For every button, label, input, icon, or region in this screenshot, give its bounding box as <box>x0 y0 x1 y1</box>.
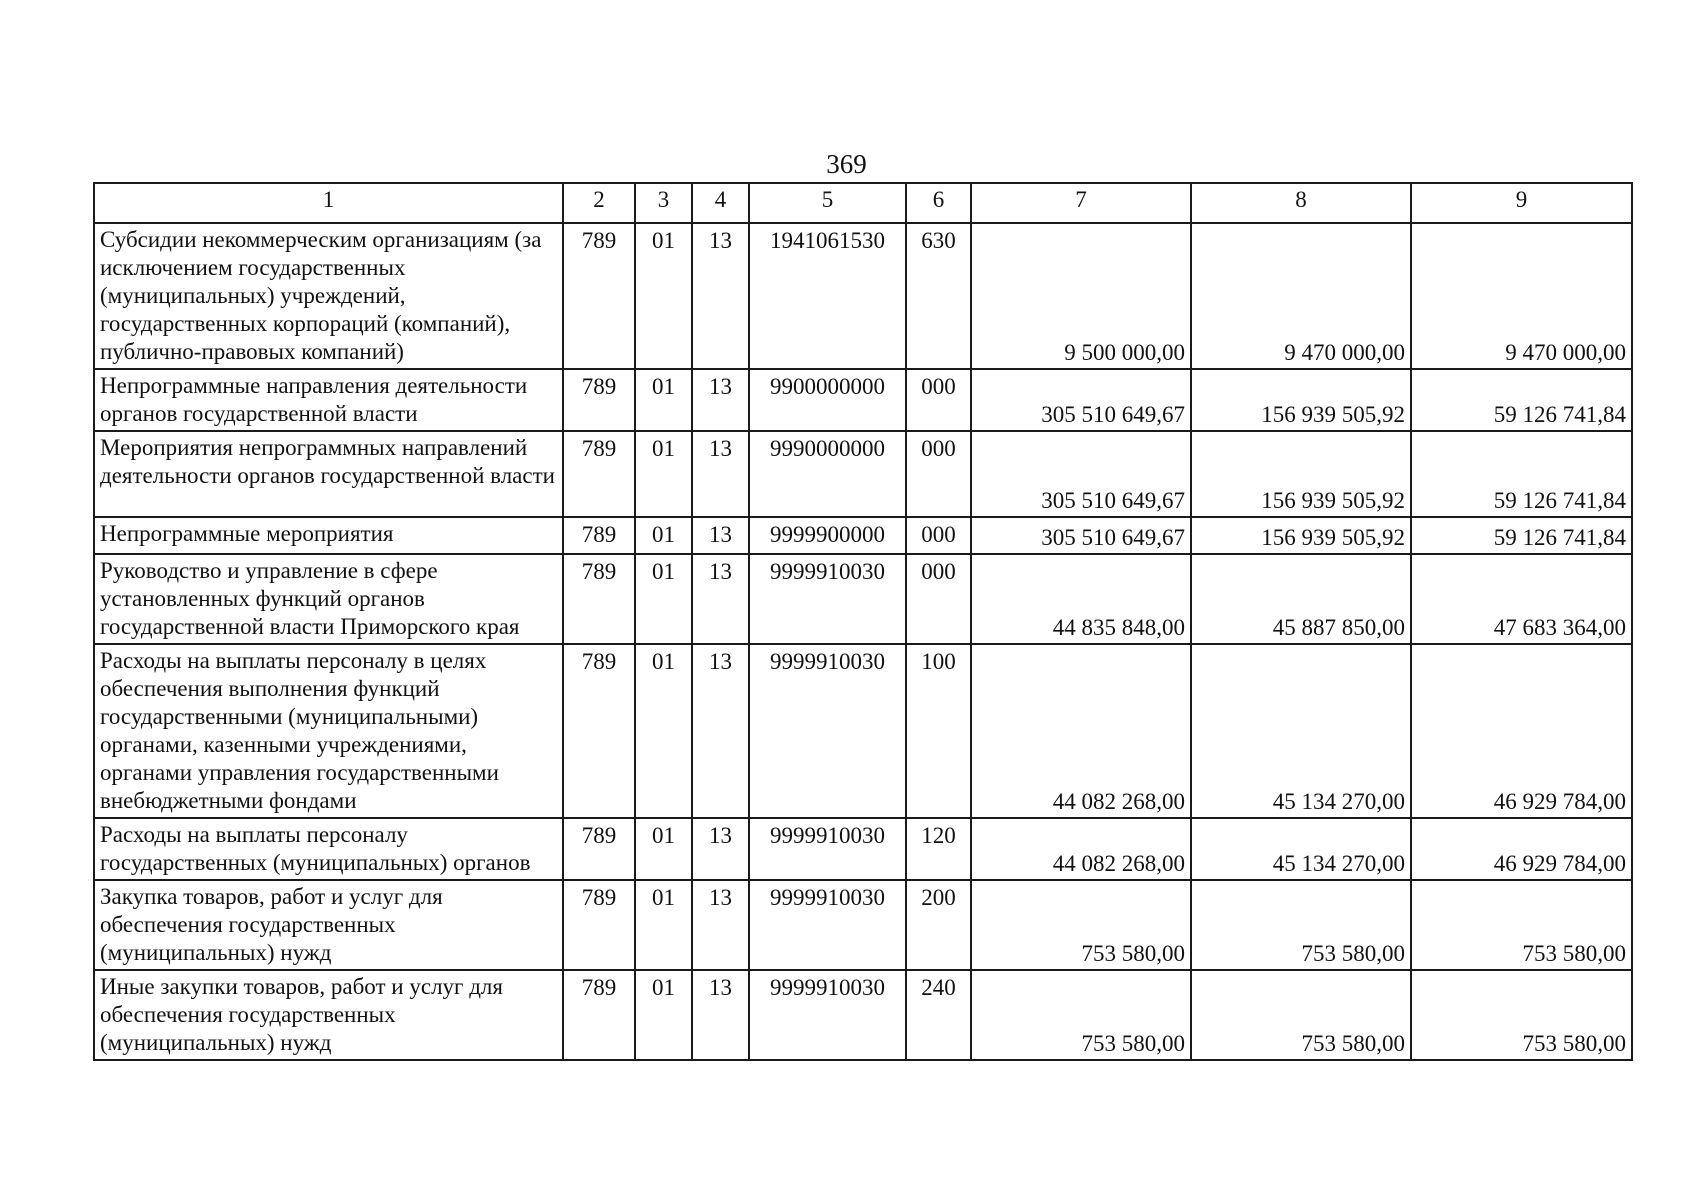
table-body <box>94 223 1632 1060</box>
row-amount-col9: 46 929 784,00 <box>1411 818 1632 880</box>
row-description: Субсидии некоммерческим организациям (за исключением государственных (муниципальных) учреждений, государственных корпораций (компаний), публично-правовых компаний) <box>94 223 563 369</box>
row-code-col2: 789 <box>563 369 635 431</box>
row-code-col4: 13 <box>692 431 749 517</box>
table-row <box>94 223 1632 369</box>
row-amount-col7: 44 835 848,00 <box>971 554 1191 644</box>
row-code-col5: 9999910030 <box>749 880 906 970</box>
column-header-3: 3 <box>635 183 692 223</box>
row-code-col4: 13 <box>692 818 749 880</box>
row-amount-col8: 156 939 505,92 <box>1191 431 1411 517</box>
row-code-col2: 789 <box>563 644 635 818</box>
row-amount-col8: 9 470 000,00 <box>1191 223 1411 369</box>
table-row <box>94 644 1632 818</box>
row-description: Непрограммные направления деятельности органов государственной власти <box>94 369 563 431</box>
row-code-col4: 13 <box>692 517 749 554</box>
row-code-col2: 789 <box>563 970 635 1060</box>
row-code-col3: 01 <box>635 554 692 644</box>
column-header-5: 5 <box>749 183 906 223</box>
budget-table <box>93 182 1633 1061</box>
row-amount-col9: 47 683 364,00 <box>1411 554 1632 644</box>
row-amount-col9: 59 126 741,84 <box>1411 369 1632 431</box>
row-amount-col9: 46 929 784,00 <box>1411 644 1632 818</box>
row-description: Мероприятия непрограммных направлений деятельности органов государственной власти <box>94 431 563 517</box>
row-code-col5: 9900000000 <box>749 369 906 431</box>
row-code-col4: 13 <box>692 644 749 818</box>
column-header-6: 6 <box>906 183 971 223</box>
column-header-4: 4 <box>692 183 749 223</box>
row-code-col2: 789 <box>563 517 635 554</box>
row-amount-col7: 753 580,00 <box>971 970 1191 1060</box>
row-code-col3: 01 <box>635 818 692 880</box>
table-row <box>94 369 1632 431</box>
table-header <box>94 183 1632 223</box>
column-header-8: 8 <box>1191 183 1411 223</box>
row-amount-col9: 9 470 000,00 <box>1411 223 1632 369</box>
row-code-col3: 01 <box>635 517 692 554</box>
row-code-col5: 9999900000 <box>749 517 906 554</box>
row-code-col6: 000 <box>906 517 971 554</box>
row-code-col5: 9999910030 <box>749 818 906 880</box>
header-row <box>94 183 1632 223</box>
row-amount-col8: 45 887 850,00 <box>1191 554 1411 644</box>
row-amount-col9: 59 126 741,84 <box>1411 431 1632 517</box>
row-code-col5: 9999910030 <box>749 644 906 818</box>
table-row <box>94 431 1632 517</box>
row-amount-col9: 753 580,00 <box>1411 880 1632 970</box>
page-number: 369 <box>826 149 867 179</box>
row-code-col5: 9999910030 <box>749 970 906 1060</box>
column-header-9: 9 <box>1411 183 1632 223</box>
row-description: Иные закупки товаров, работ и услуг для обеспечения государственных (муниципальных) нужд <box>94 970 563 1060</box>
row-amount-col8: 45 134 270,00 <box>1191 818 1411 880</box>
row-amount-col8: 156 939 505,92 <box>1191 517 1411 554</box>
row-description: Расходы на выплаты персоналу государственных (муниципальных) органов <box>94 818 563 880</box>
row-code-col6: 240 <box>906 970 971 1060</box>
row-code-col2: 789 <box>563 880 635 970</box>
row-code-col3: 01 <box>635 369 692 431</box>
row-amount-col7: 9 500 000,00 <box>971 223 1191 369</box>
row-code-col3: 01 <box>635 880 692 970</box>
row-amount-col7: 44 082 268,00 <box>971 644 1191 818</box>
row-code-col5: 9999910030 <box>749 554 906 644</box>
row-code-col5: 1941061530 <box>749 223 906 369</box>
row-code-col3: 01 <box>635 431 692 517</box>
row-code-col5: 9990000000 <box>749 431 906 517</box>
table-row <box>94 554 1632 644</box>
row-code-col4: 13 <box>692 223 749 369</box>
row-code-col2: 789 <box>563 554 635 644</box>
row-amount-col8: 156 939 505,92 <box>1191 369 1411 431</box>
table-row <box>94 818 1632 880</box>
row-code-col3: 01 <box>635 970 692 1060</box>
row-code-col4: 13 <box>692 369 749 431</box>
row-amount-col7: 305 510 649,67 <box>971 517 1191 554</box>
column-header-2: 2 <box>563 183 635 223</box>
row-code-col6: 120 <box>906 818 971 880</box>
row-amount-col8: 45 134 270,00 <box>1191 644 1411 818</box>
row-amount-col7: 44 082 268,00 <box>971 818 1191 880</box>
row-description: Руководство и управление в сфере установленных функций органов государственной власти Приморского края <box>94 554 563 644</box>
row-amount-col8: 753 580,00 <box>1191 970 1411 1060</box>
table-row <box>94 880 1632 970</box>
column-header-7: 7 <box>971 183 1191 223</box>
row-code-col6: 100 <box>906 644 971 818</box>
row-code-col3: 01 <box>635 644 692 818</box>
row-code-col6: 000 <box>906 554 971 644</box>
row-code-col2: 789 <box>563 431 635 517</box>
row-code-col2: 789 <box>563 223 635 369</box>
row-amount-col7: 305 510 649,67 <box>971 369 1191 431</box>
row-code-col6: 000 <box>906 431 971 517</box>
row-code-col6: 200 <box>906 880 971 970</box>
row-description: Закупка товаров, работ и услуг для обеспечения государственных (муниципальных) нужд <box>94 880 563 970</box>
row-code-col4: 13 <box>692 880 749 970</box>
row-amount-col8: 753 580,00 <box>1191 880 1411 970</box>
row-amount-col7: 753 580,00 <box>971 880 1191 970</box>
table-row <box>94 517 1632 554</box>
row-code-col2: 789 <box>563 818 635 880</box>
row-code-col4: 13 <box>692 554 749 644</box>
row-description: Расходы на выплаты персоналу в целях обеспечения выполнения функций государственными (муниципальными) органами, казенными учреждениями, органами управления государственными внебюджетными фондами <box>94 644 563 818</box>
row-code-col6: 000 <box>906 369 971 431</box>
row-amount-col9: 753 580,00 <box>1411 970 1632 1060</box>
row-code-col6: 630 <box>906 223 971 369</box>
row-description: Непрограммные мероприятия <box>94 517 563 554</box>
row-code-col4: 13 <box>692 970 749 1060</box>
row-code-col3: 01 <box>635 223 692 369</box>
table-row <box>94 970 1632 1060</box>
column-header-1: 1 <box>94 183 563 223</box>
row-amount-col7: 305 510 649,67 <box>971 431 1191 517</box>
row-amount-col9: 59 126 741,84 <box>1411 517 1632 554</box>
